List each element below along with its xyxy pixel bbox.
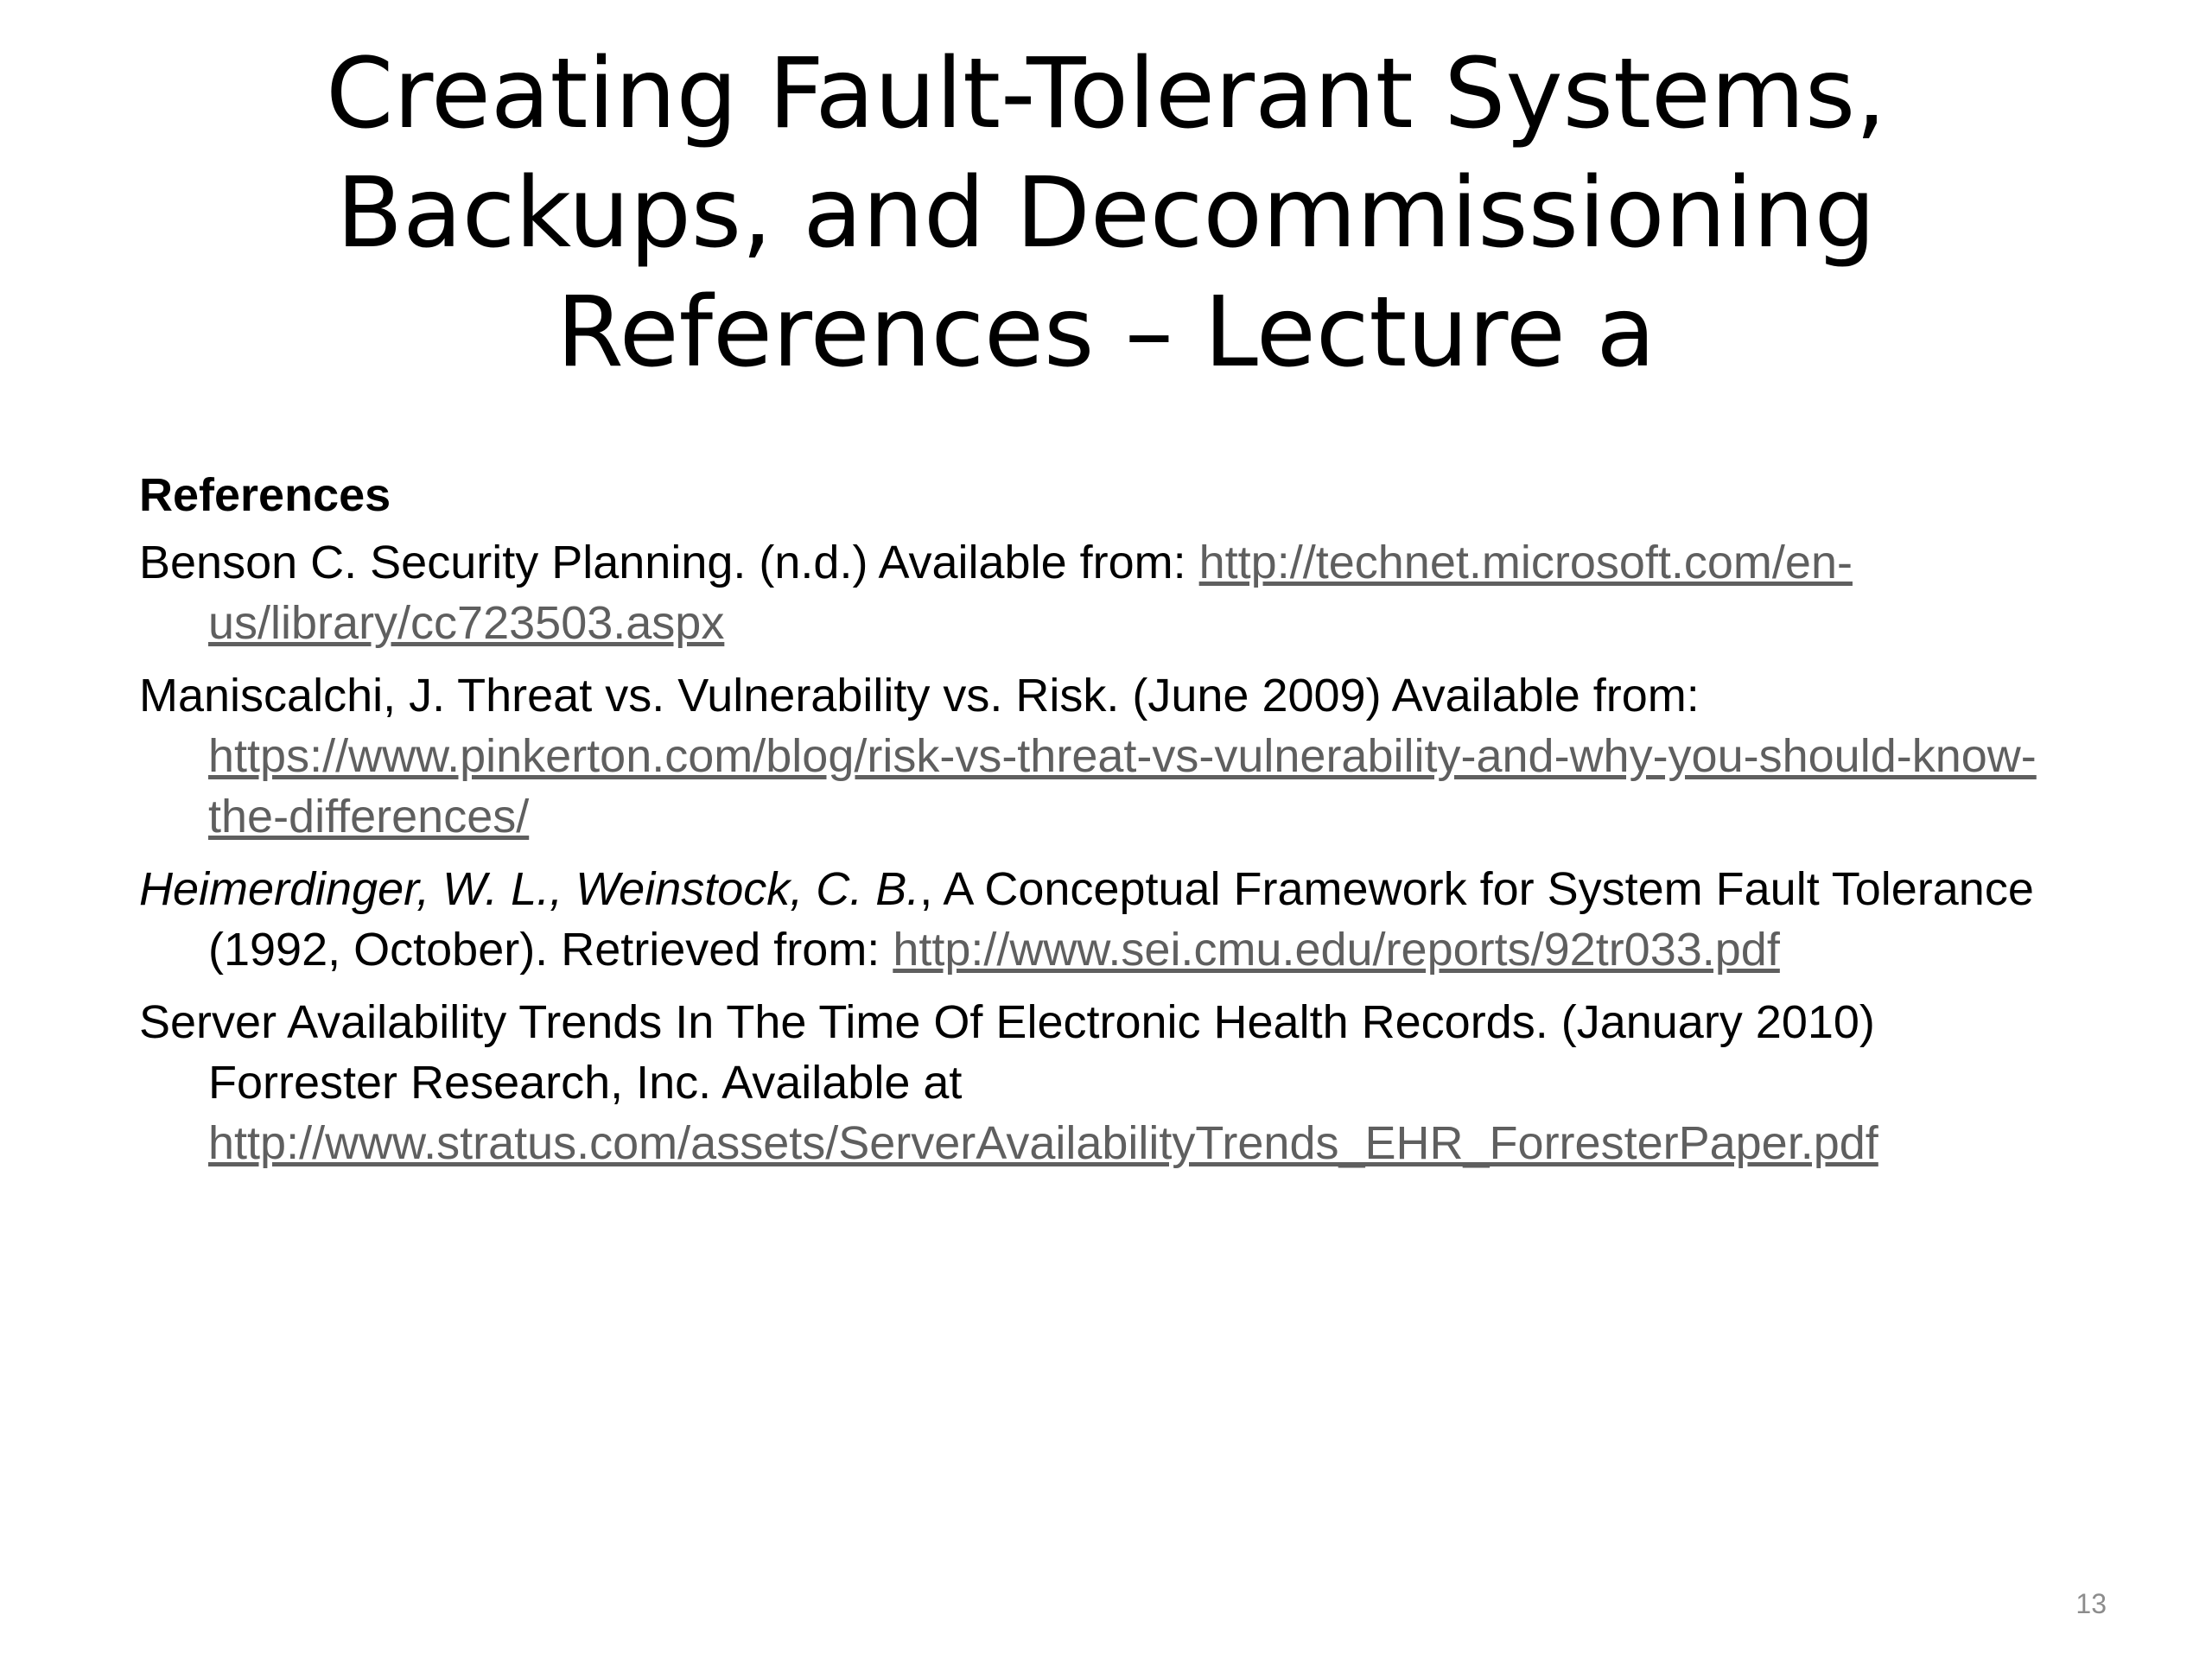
reference-item-heimerdinger xyxy=(139,859,2075,980)
reference-item-benson xyxy=(139,532,2075,653)
slide-title-line-3: References – Lecture a xyxy=(556,276,1656,389)
slide-title xyxy=(173,35,2039,392)
slide-title-line-2: Backups, and Decommissioning xyxy=(336,157,1876,270)
reference-link[interactable]: http://www.stratus.com/assets/ServerAvailabilityTrends_EHR_ForresterPaper.pdf xyxy=(208,1117,1878,1169)
reference-text: , A Conceptual Framework for System Fault Tolerance (1992, October). Retrieved from: xyxy=(208,863,2034,976)
reference-link[interactable]: https://www.pinkerton.com/blog/risk-vs-threat-vs-vulnerability-and-why-you-should-know-the-differences/ xyxy=(208,730,2037,842)
reference-link[interactable]: http://technet.microsoft.com/en-us/library/cc723503.aspx xyxy=(208,537,1853,649)
references-heading: References xyxy=(139,469,391,521)
reference-text: Benson C. Security Planning. (n.d.) Available from: xyxy=(139,537,1199,588)
reference-link[interactable]: http://www.sei.cmu.edu/reports/92tr033.pdf xyxy=(893,924,1780,976)
reference-item-forrester xyxy=(139,992,2075,1173)
slide-title-line-1: Creating Fault-Tolerant Systems, xyxy=(326,38,1886,150)
reference-text: Maniscalchi, J. Threat vs. Vulnerability vs. Risk. (June 2009) Available from: xyxy=(139,670,1700,721)
reference-item-maniscalchi xyxy=(139,665,2075,847)
references-section xyxy=(139,465,2075,1185)
reference-authors: Heimerdinger, W. L., Weinstock, C. B. xyxy=(139,863,920,915)
page-number: 13 xyxy=(2075,1588,2107,1619)
reference-text: Server Availability Trends In The Time Of Electronic Health Records. (January 2010) Forrester Research, Inc. Available at xyxy=(139,996,1875,1109)
